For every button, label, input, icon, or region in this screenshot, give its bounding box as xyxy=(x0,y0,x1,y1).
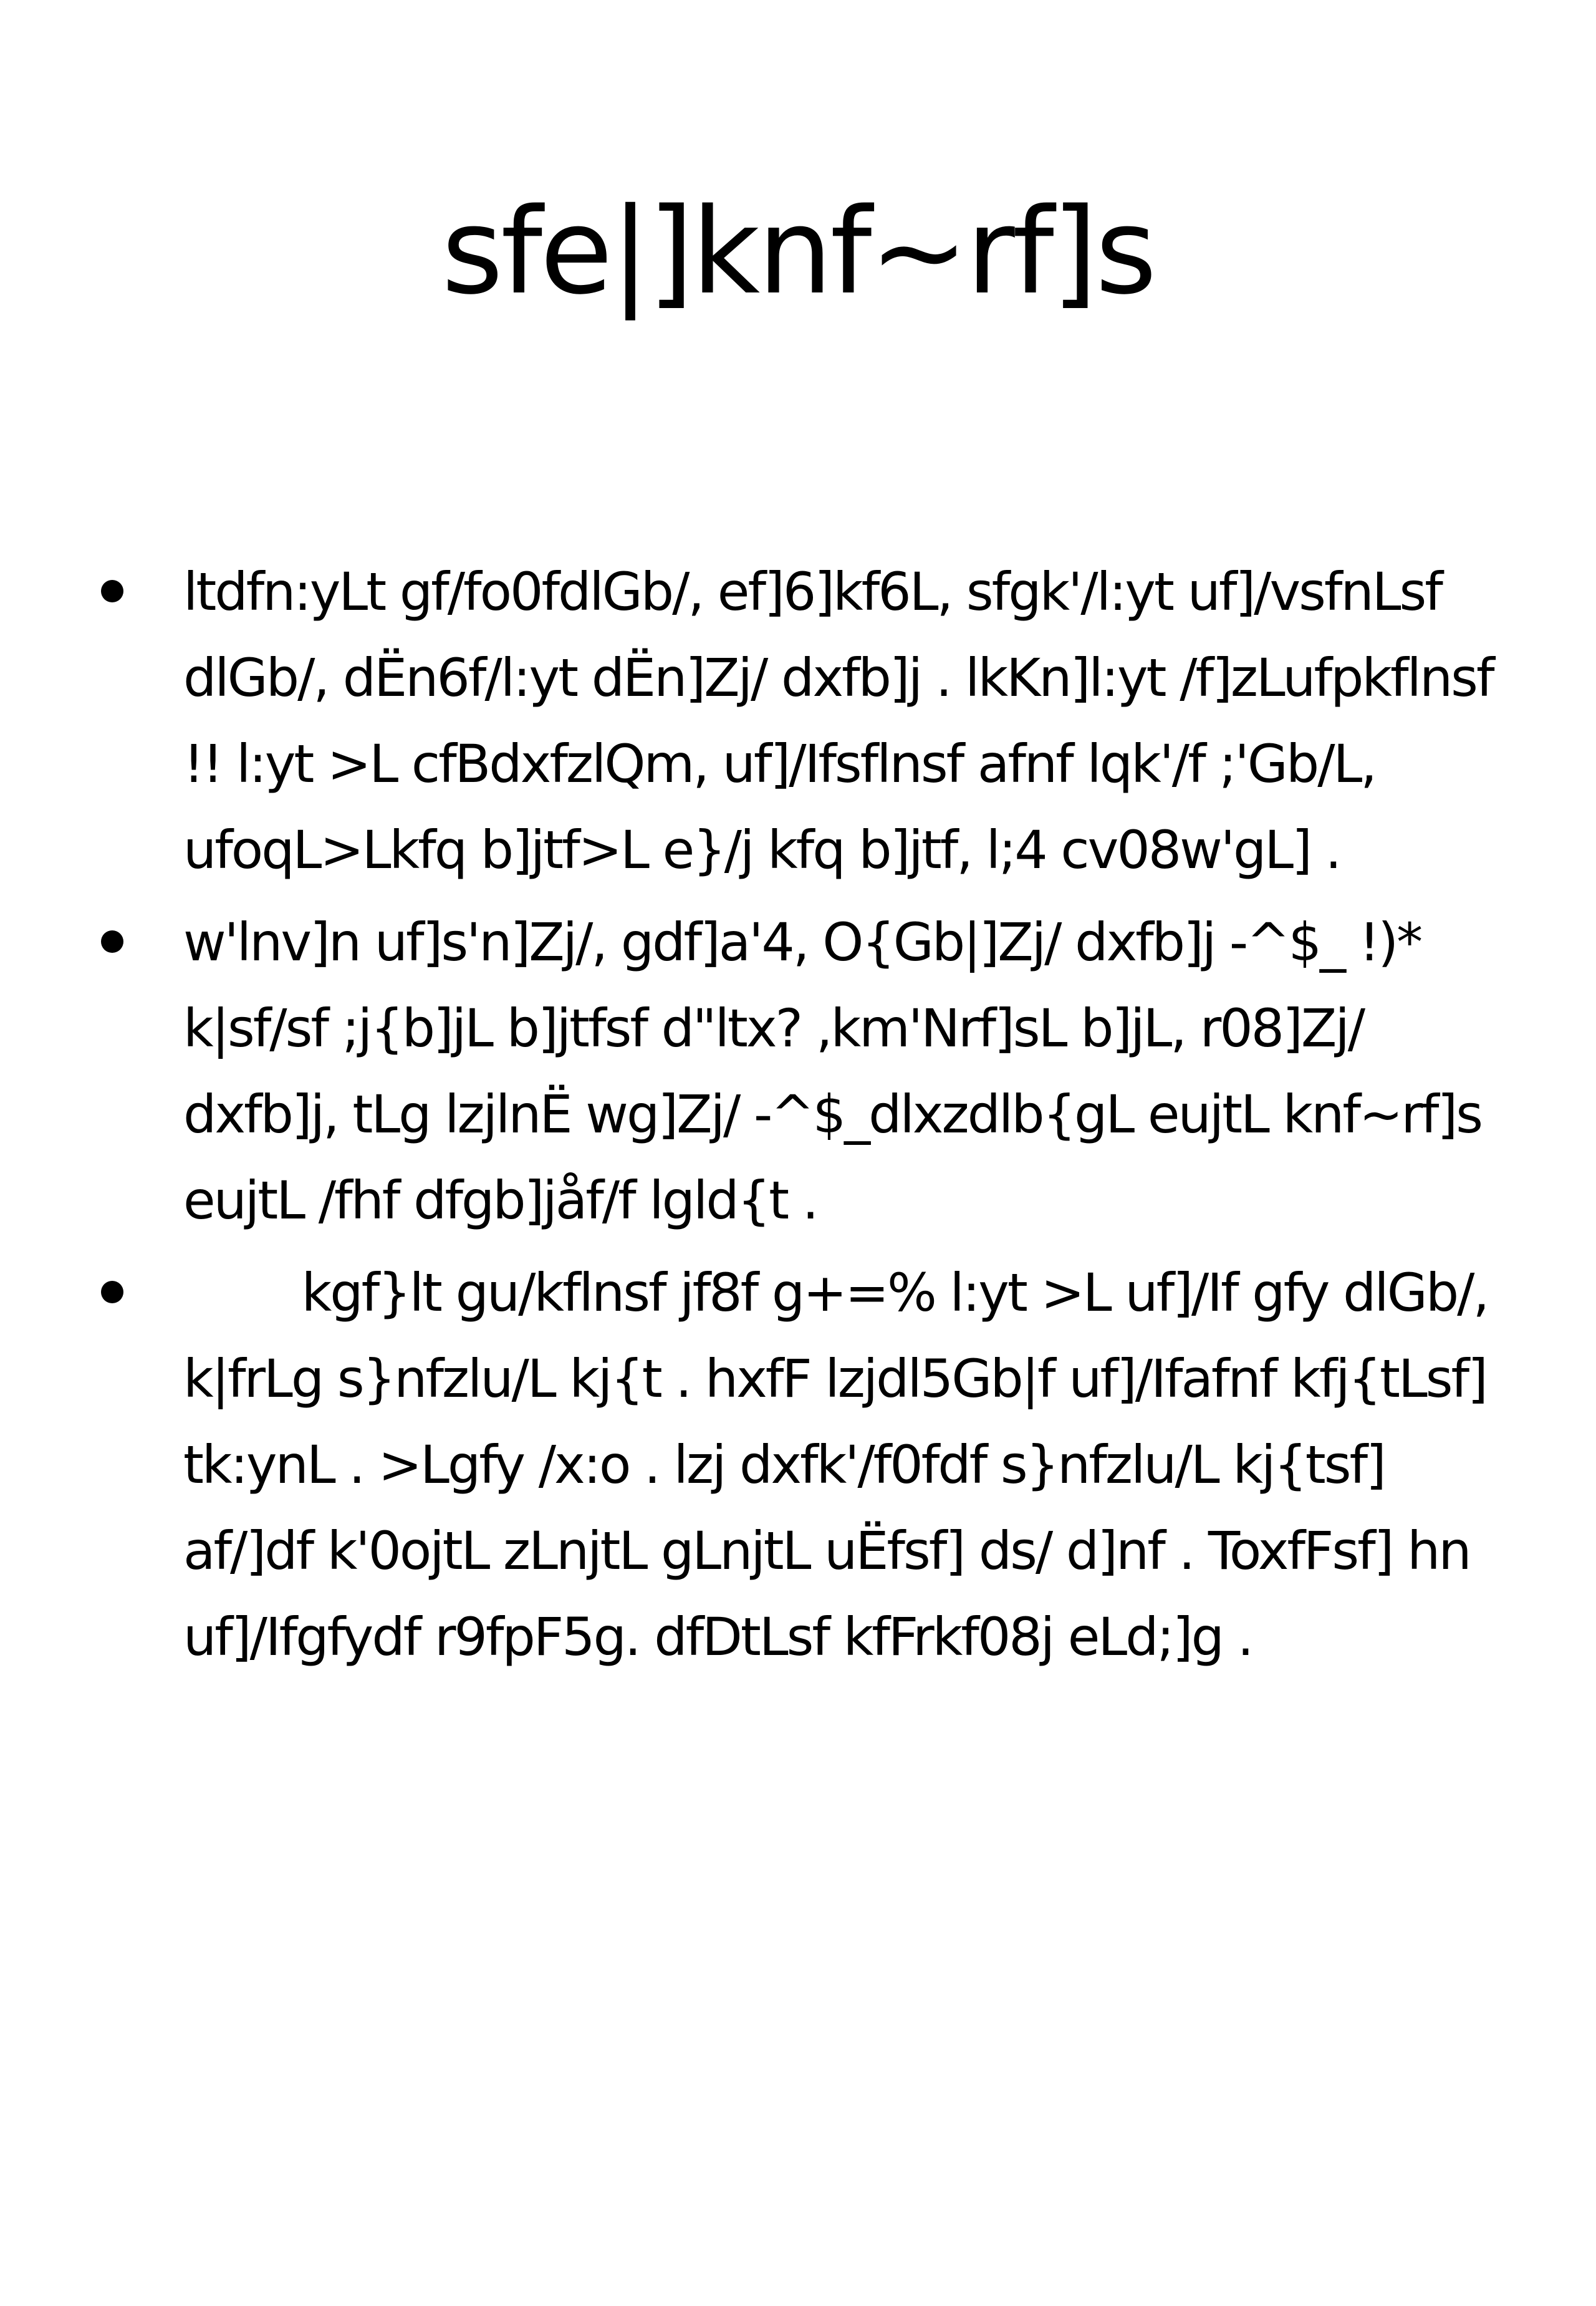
list-item xyxy=(94,549,1502,893)
bullet-icon xyxy=(101,930,123,953)
list-item xyxy=(94,1250,1502,1680)
page-title: sfe|]knf~rf]s xyxy=(441,183,1155,321)
bullet-icon xyxy=(101,580,123,602)
list-item-text: ltdfn:yLt gf/fo0fdlGb/, ef]6]kf6L, sfgk'/l:yt uf]/vsfnLsf dlGb/, dËn6f/l:yt dËn]Zj/ dxfb]j . lkKn]l:yt /f]zLufpkflnsf !! l:yt >L cfBdxfzlQm, uf]/Ifsflnsf afnf lqk'/f ;'Gb/L, ufoqL>Lkfq b]jtf>L e}/j kfq b]jtf, l;4 cv08w'gL] . xyxy=(183,561,1493,880)
list-item-text: w'lnv]n uf]s'n]Zj/, gdf]a'4, O{Gb|]Zj/ dxfb]j -^$_ !)* k|sf/sf ;j{b]jL b]jtfsf d"ltx? ,km'Nrf]sL b]jL, r08]Zj/ dxfb]j, tLg lzjlnË wg]Zj/ -^$_dlxzdlb{gL eujtL knf~rf]s eujtL /fhf dfgb]jåf/f lgld{t . xyxy=(183,912,1481,1231)
list-item xyxy=(94,899,1502,1243)
bullet-icon xyxy=(101,1281,123,1303)
bullet-list xyxy=(94,549,1502,1686)
list-item-text: kgf}lt gu/kflnsf jf8f g+=% l:yt >L uf]/If gfy dlGb/, k|frLg s}nfzlu/L kj{t . hxfF lzjdl5Gb|f uf]/Ifafnf kfj{tLsf] tk:ynL . >Lgfy /x:o . lzj dxfk'/f0fdf s}nfzlu/L kj{tsf] af/]df k'0ojtL zLnjtL gLnjtL uËfsf] ds/ d]nf . ToxfFsf] hn uf]/Ifgfydf r9fpF5g. dfDtLsf kfFrkf08j eLd;]g . xyxy=(183,1262,1502,1667)
